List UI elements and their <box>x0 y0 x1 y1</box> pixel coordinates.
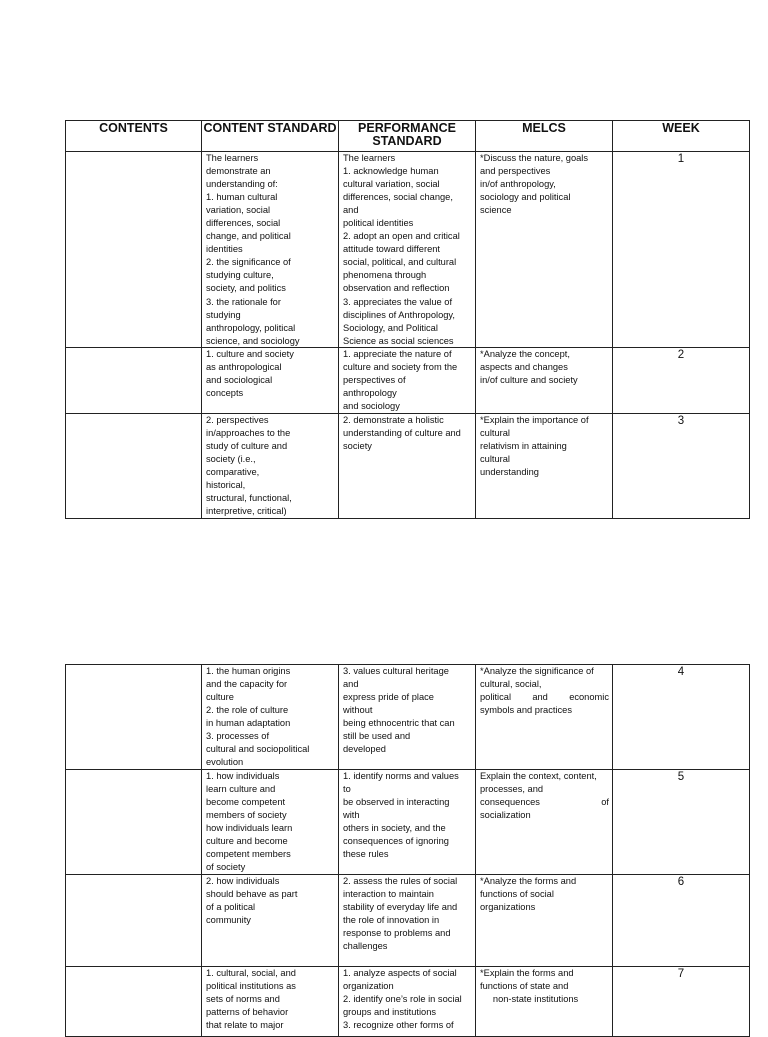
performance-standard-cell: The learners 1. acknowledge human cultural variation, social differences, social change, and political identities 2. adopt an open and critical attitude toward different social, political, and cultural phenomena through observation and reflection 3. appreciates the value of disciplines of Anthropology, Sociology, and Political Science as social sciences <box>343 153 460 346</box>
melcs-line: cultural, social, <box>480 679 542 690</box>
melcs-line: functions of state and <box>480 981 569 992</box>
performance-standard-cell: 1. appreciate the nature of culture and society from the perspectives of anthropology and sociology <box>343 349 458 412</box>
content-standard-cell: 1. the human origins and the capacity for culture 2. the role of culture in human adaptation 3. processes of cultural and sociopolitical evolution <box>206 666 310 768</box>
melcs-line: Explain the context, content, <box>480 771 597 781</box>
contents-cell <box>66 770 202 875</box>
performance-standard-cell: 1. identify norms and values to be observed in interacting with others in society, and the consequences of ignoring these rules <box>343 771 459 860</box>
table-row <box>66 967 750 1037</box>
contents-cell <box>66 665 202 770</box>
performance-standard-cell: 1. analyze aspects of social organization 2. identify one’s role in social groups and institutions 3. recognize other forms of <box>343 968 462 1031</box>
table-row <box>66 665 750 770</box>
melcs-cell <box>476 665 612 717</box>
content-standard-cell: 1. cultural, social, and political institutions as sets of norms and patterns of behavior that relate to major <box>206 968 296 1031</box>
melcs-line: symbols and practices <box>480 705 572 716</box>
table-row <box>66 770 750 875</box>
melcs-cell <box>476 770 612 822</box>
week-cell: 2 <box>677 349 685 361</box>
contents-cell <box>66 414 202 519</box>
melcs-line: *Explain the forms and <box>480 968 574 978</box>
week-cell: 5 <box>677 771 685 783</box>
melcs-cell: *Analyze the concept, aspects and changes in/of culture and society <box>480 349 578 386</box>
melcs-line: socialization <box>480 810 531 821</box>
header-content-standard: CONTENT STANDARD <box>202 121 339 152</box>
week-cell: 7 <box>677 968 685 980</box>
header-row <box>66 121 750 152</box>
table-row <box>66 152 750 348</box>
week-cell: 3 <box>677 415 685 427</box>
melcs-cell: *Explain the importance of cultural relativism in attaining cultural understanding <box>480 415 589 478</box>
melcs-line: functions of social <box>480 889 554 900</box>
table-row <box>66 348 750 414</box>
table-row <box>66 414 750 519</box>
melcs-line: political and economic <box>480 692 609 703</box>
performance-standard-cell: 3. values cultural heritage and express pride of place without being ethnocentric that can still be used and developed <box>343 666 455 755</box>
content-standard-cell: 2. how individuals should behave as part of a political community <box>206 876 298 926</box>
melcs-cell <box>476 875 612 914</box>
week-cell: 1 <box>677 153 685 165</box>
header-contents: CONTENTS <box>66 121 202 152</box>
melcs-line: non-state institutions <box>480 994 579 1005</box>
performance-standard-cell: 2. assess the rules of social interaction to maintain stability of everyday life and the role of innovation in response to problems and challenges <box>343 876 458 952</box>
content-standard-cell: 1. how individuals learn culture and become competent members of society how individuals learn culture and become competent members of society <box>206 771 293 873</box>
content-standard-cell: 2. perspectives in/approaches to the study of culture and society (i.e., comparative, historical, structural, functional, interpretive, critical) <box>206 415 292 517</box>
melcs-line: *Analyze the forms and <box>480 876 577 886</box>
melcs-line: *Analyze the significance of <box>480 666 594 676</box>
melcs-line: consequences of <box>480 797 609 808</box>
header-week: WEEK <box>613 121 750 152</box>
curriculum-table-1 <box>65 120 750 519</box>
contents-cell <box>66 152 202 348</box>
contents-cell <box>66 875 202 967</box>
week-cell: 6 <box>677 876 685 888</box>
header-performance-standard: PERFORMANCE STANDARD <box>339 121 476 152</box>
melcs-cell <box>476 967 612 1006</box>
table-row <box>66 875 750 967</box>
melcs-line: processes, and <box>480 784 544 795</box>
melcs-line: organizations <box>480 902 536 913</box>
contents-cell <box>66 967 202 1037</box>
contents-cell <box>66 348 202 414</box>
curriculum-table-2 <box>65 664 750 1037</box>
performance-standard-cell: 2. demonstrate a holistic understanding of culture and society <box>343 415 461 452</box>
header-melcs: MELCS <box>476 121 613 152</box>
melcs-cell: *Discuss the nature, goals and perspectives in/of anthropology, sociology and political science <box>480 153 589 216</box>
content-standard-cell: 1. culture and society as anthropological and sociological concepts <box>206 349 294 399</box>
week-cell: 4 <box>677 666 685 678</box>
content-standard-cell: The learners demonstrate an understanding of: 1. human cultural variation, social differences, social change, and political identities 2. the significance of studying culture, society, and politics 3. the rationale for studying anthropology, political science, and sociology <box>206 153 300 346</box>
